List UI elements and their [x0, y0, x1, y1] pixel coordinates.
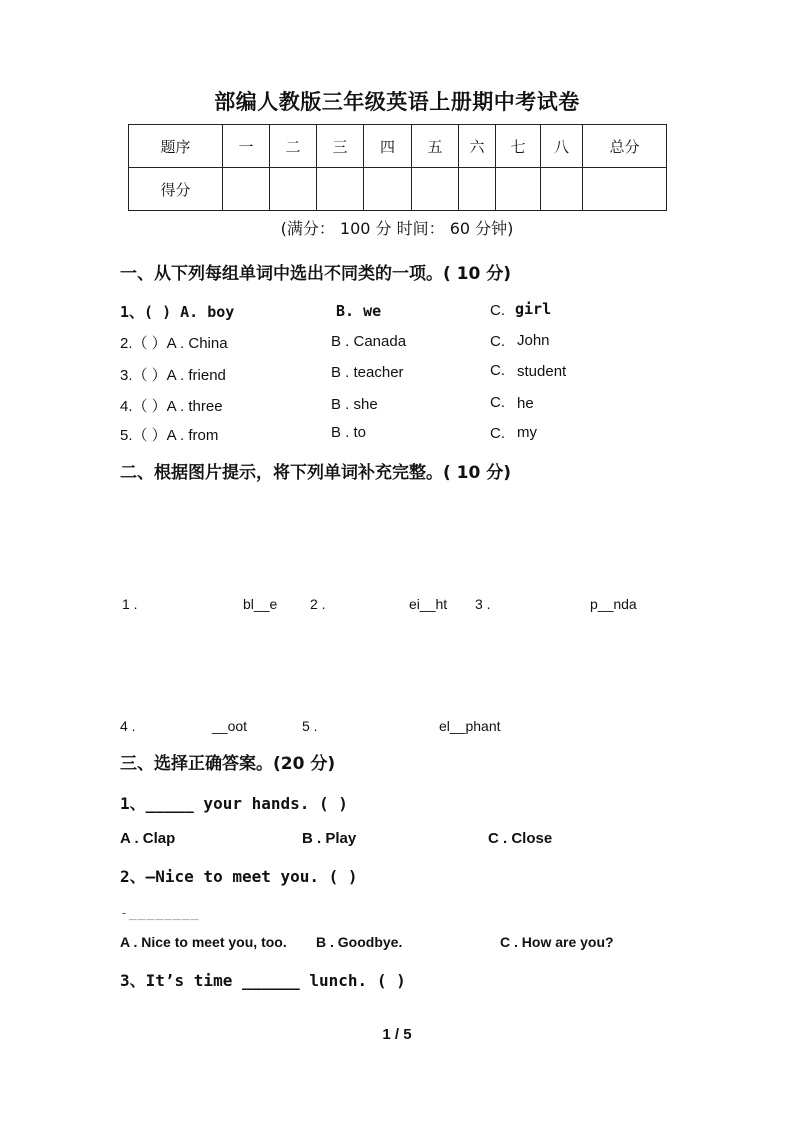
header-cell: 八	[541, 125, 583, 168]
section3-heading: 三、选择正确答案。(20 分)	[120, 754, 336, 774]
section2-heading: 二、根据图片提示，将下列单词补充完整。( 10 分)	[120, 463, 512, 483]
s3-q2-text: 2、—Nice to meet you. ( )	[120, 867, 358, 886]
s2-item4-number: 4 .	[120, 718, 136, 734]
s1-q2-c-label: C.	[490, 333, 505, 350]
s2-item4-word: __oot	[212, 718, 248, 734]
score-cell[interactable]	[223, 168, 270, 211]
s1-q2-b: B . Canada	[331, 333, 407, 350]
header-cell: 题序	[129, 125, 223, 168]
s2-item1-word: bl__e	[243, 596, 278, 612]
page-number: 1 / 5	[382, 1026, 412, 1043]
s1-q5-a: 5.（ ）A . from	[120, 427, 219, 444]
score-table	[128, 124, 667, 211]
s1-q4-c-label: C.	[490, 394, 505, 411]
header-cell: 二	[270, 125, 317, 168]
score-time-note: (满分： 100 分 时间： 60 分钟)	[280, 219, 514, 238]
score-cell[interactable]	[317, 168, 364, 211]
s1-q3-c-label: C.	[490, 362, 505, 379]
score-cell[interactable]	[459, 168, 496, 211]
header-cell: 一	[223, 125, 270, 168]
header-cell: 五	[412, 125, 459, 168]
s1-q1-c: girl	[515, 300, 552, 318]
s1-q2-c: John	[517, 332, 550, 349]
score-cell[interactable]	[412, 168, 459, 211]
s1-q1-b: B. we	[336, 302, 382, 320]
s3-q1-option-c: C . Close	[488, 830, 553, 847]
s2-item2-number: 2 .	[310, 596, 326, 612]
score-cell[interactable]	[541, 168, 583, 211]
s2-item5-word: el__phant	[439, 718, 501, 734]
score-cell[interactable]	[364, 168, 412, 211]
s1-q5-c: my	[517, 424, 537, 441]
s1-q5-b: B . to	[331, 424, 367, 441]
s3-q1-text: 1、_____ your hands. ( )	[120, 794, 348, 813]
score-cell[interactable]	[496, 168, 541, 211]
score-cell[interactable]	[270, 168, 317, 211]
s1-q3-a: 3.（ ）A . friend	[120, 367, 226, 384]
header-cell: 七	[496, 125, 541, 168]
header-cell: 四	[364, 125, 412, 168]
s2-item2-word: ei__ht	[409, 596, 448, 612]
header-cell: 六	[459, 125, 496, 168]
page-title: 部编人教版三年级英语上册期中考试卷	[214, 90, 580, 114]
header-cell: 三	[317, 125, 364, 168]
header-cell: 总分	[583, 125, 667, 168]
s1-q4-c: he	[517, 395, 534, 412]
score-table-score-row	[129, 168, 667, 211]
s2-item5-number: 5 .	[302, 718, 318, 734]
s1-q2-a: 2.（ ）A . China	[120, 335, 228, 352]
s1-q1-a: 1、( ) A. boy	[120, 303, 235, 321]
score-table-header-row	[129, 125, 667, 168]
s3-q1-option-b: B . Play	[302, 830, 357, 847]
s1-q3-b: B . teacher	[331, 364, 404, 381]
s2-item3-word: p__nda	[590, 596, 637, 612]
s1-q1-c-label: C.	[490, 302, 505, 319]
s3-q1-option-a: A . Clap	[120, 830, 176, 847]
section1-heading: 一、从下列每组单词中选出不同类的一项。( 10 分)	[120, 264, 512, 284]
s3-q3-text: 3、It’s time ______ lunch. ( )	[120, 971, 406, 990]
s2-item3-number: 3 .	[475, 596, 491, 612]
s1-q5-c-label: C.	[490, 425, 505, 442]
s3-q2-answer-line: -________	[120, 906, 200, 921]
s1-q4-b: B . she	[331, 396, 378, 413]
s1-q4-a: 4.（ ）A . three	[120, 398, 223, 415]
s3-q2-option-b: B . Goodbye.	[316, 934, 403, 950]
s3-q2-option-c: C . How are you?	[500, 934, 614, 950]
s2-item1-number: 1 .	[122, 596, 138, 612]
score-cell[interactable]	[583, 168, 667, 211]
row-label: 得分	[129, 168, 223, 211]
s1-q3-c: student	[517, 363, 567, 380]
s3-q2-option-a: A . Nice to meet you, too.	[120, 934, 287, 950]
